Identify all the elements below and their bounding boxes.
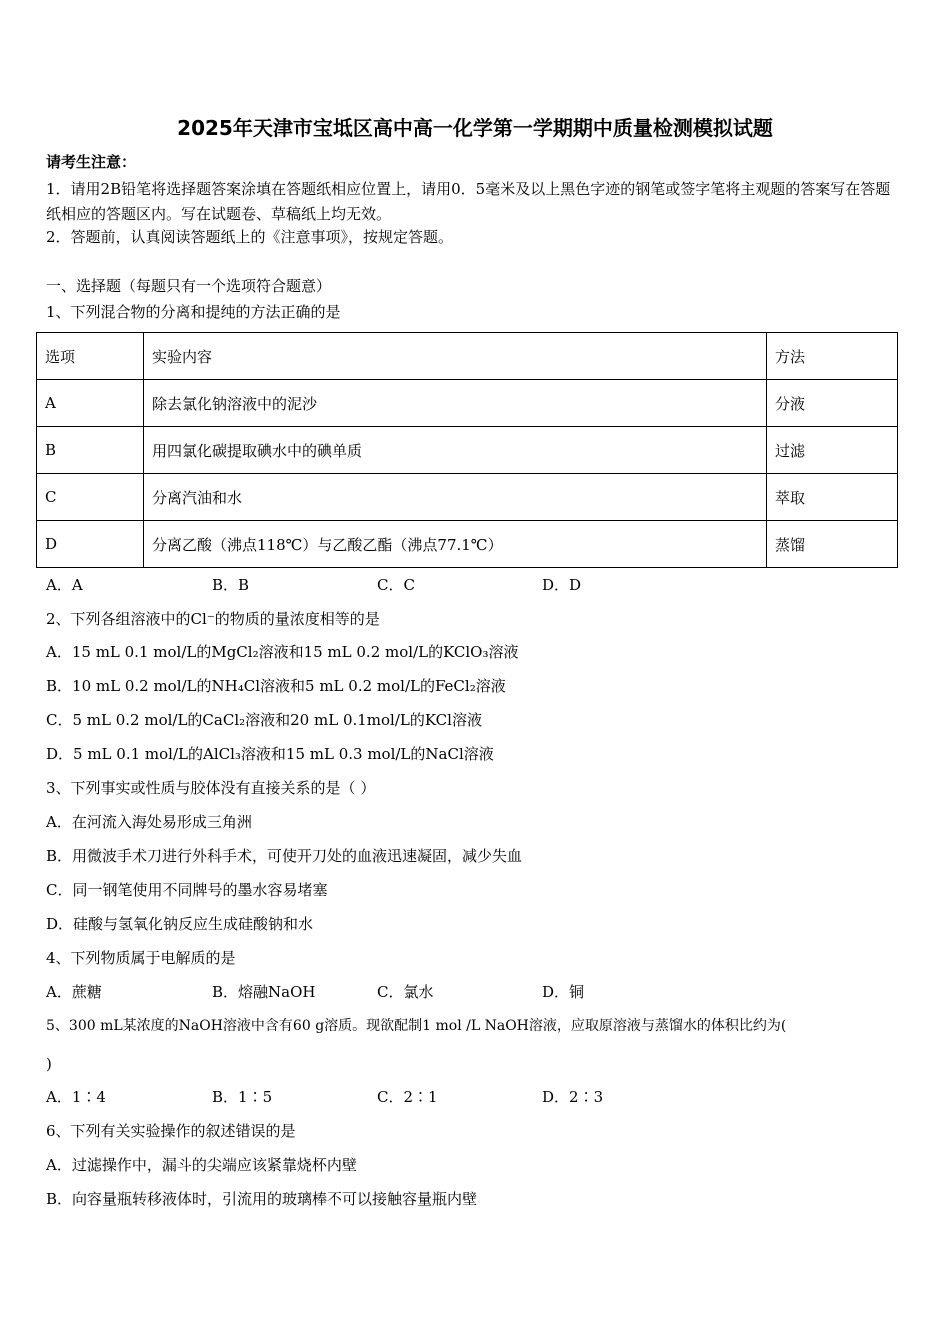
table-row (37, 521, 898, 568)
q3-option-c: C．同一钢笔使用不同牌号的墨水容易堵塞 (46, 881, 328, 899)
table-cell: 用四氯化碳提取碘水中的碘单质 (144, 427, 767, 474)
table-header-cell: 选项 (37, 333, 144, 380)
q6-stem: 6、下列有关实验操作的叙述错误的是 (46, 1122, 296, 1140)
q3-option-b: B．用微波手术刀进行外科手术，可使开刀处的血液迅速凝固，减少失血 (46, 847, 523, 865)
q4-stem: 4、下列物质属于电解质的是 (46, 949, 236, 967)
page-title: 2025年天津市宝坻区高中高一化学第一学期期中质量检测模拟试题 (177, 116, 773, 140)
q3-stem: 3、下列事实或性质与胶体没有直接关系的是（ ） (46, 779, 376, 797)
table-row (37, 474, 898, 521)
q6-option-b: B．向容量瓶转移液体时，引流用的玻璃棒不可以接触容量瓶内壁 (46, 1190, 478, 1208)
q5-option-b: B．1∶5 (212, 1088, 273, 1106)
q4-option-b: B．熔融NaOH (212, 983, 316, 1001)
q5-option-a: A．1∶4 (46, 1088, 106, 1106)
q2-stem: 2、下列各组溶液中的Cl⁻的物质的量浓度相等的是 (46, 610, 380, 628)
table-cell: 除去氯化钠溶液中的泥沙 (144, 380, 767, 427)
table-header-cell: 实验内容 (144, 333, 767, 380)
q4-option-d: D．铜 (542, 983, 585, 1001)
table-cell: 分离汽油和水 (144, 474, 767, 521)
q1-table (36, 332, 898, 568)
q1-option-c: C．C (377, 576, 415, 594)
table-cell: 蒸馏 (767, 521, 898, 568)
q5-option-c: C．2∶1 (377, 1088, 438, 1106)
table-header-cell: 方法 (767, 333, 898, 380)
q5-stem-end: ) (46, 1055, 52, 1073)
notice-item-1: 1．请用2B铅笔将选择题答案涂填在答题纸相应位置上，请用0．5毫米及以上黑色字迹的钢笔或签字笔将主观题的答案写在答题纸相应的答题区内。写在试题卷、草稿纸上均无效。 (46, 180, 891, 223)
q2-option-a: A．15 mL 0.1 mol/L的MgCl₂溶液和15 mL 0.2 mol/L的KClO₃溶液 (46, 643, 519, 661)
q1-option-d: D．D (542, 576, 582, 594)
table-cell: 萃取 (767, 474, 898, 521)
table-cell: D (37, 521, 144, 568)
q5-stem: 5、300 mL某浓度的NaOH溶液中含有60 g溶质。现欲配制1 mol /L NaOH溶液，应取原溶液与蒸馏水的体积比约为( (46, 1018, 787, 1034)
q2-option-d: D．5 mL 0.1 mol/L的AlCl₃溶液和15 mL 0.3 mol/L的NaCl溶液 (46, 745, 494, 763)
q2-option-c: C．5 mL 0.2 mol/L的CaCl₂溶液和20 mL 0.1mol/L的KCl溶液 (46, 711, 482, 729)
q4-option-a: A．蔗糖 (46, 983, 102, 1001)
q3-option-d: D．硅酸与氢氧化钠反应生成硅酸钠和水 (46, 915, 314, 933)
table-cell: A (37, 380, 144, 427)
table-cell: 分离乙酸（沸点118℃）与乙酸乙酯（沸点77.1℃） (144, 521, 767, 568)
q3-option-a: A．在河流入海处易形成三角洲 (46, 813, 252, 831)
table-cell: C (37, 474, 144, 521)
table-cell: 分液 (767, 380, 898, 427)
notice-item-2: 2．答题前，认真阅读答题纸上的《注意事项》，按规定答题。 (46, 228, 454, 246)
table-row (37, 380, 898, 427)
section-heading: 一、选择题（每题只有一个选项符合题意） (46, 277, 332, 295)
q1-option-a: A．A (46, 576, 83, 594)
table-cell: B (37, 427, 144, 474)
notice-heading: 请考生注意： (46, 153, 137, 171)
q4-option-c: C．氯水 (377, 983, 434, 1001)
table-row (37, 427, 898, 474)
q1-stem: 1、下列混合物的分离和提纯的方法正确的是 (46, 303, 341, 321)
q1-option-b: B．B (212, 576, 250, 594)
q2-option-b: B．10 mL 0.2 mol/L的NH₄Cl溶液和5 mL 0.2 mol/L的FeCl₂溶液 (46, 677, 506, 695)
table-header-row (37, 333, 898, 380)
q5-option-d: D．2∶3 (542, 1088, 604, 1106)
q6-option-a: A．过滤操作中，漏斗的尖端应该紧靠烧杯内壁 (46, 1156, 357, 1174)
table-cell: 过滤 (767, 427, 898, 474)
